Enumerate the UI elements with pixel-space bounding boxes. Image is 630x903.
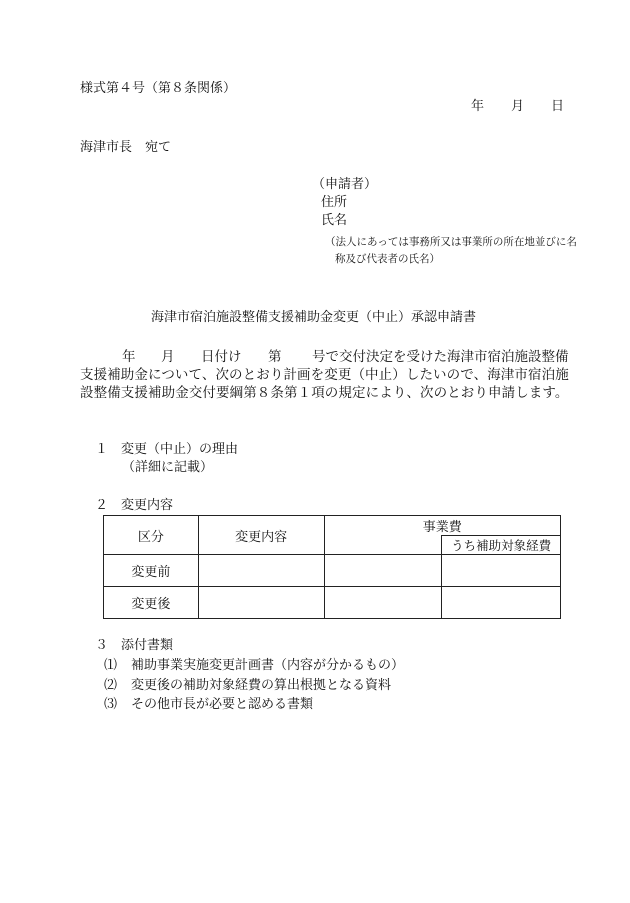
body-month: 月 <box>161 349 175 365</box>
addressee: 海津市長 宛て <box>80 140 172 155</box>
document-title: 海津市宿泊施設整備支援補助金変更（中止）承認申請書 <box>151 310 477 325</box>
applicant-note-line2: 称及び代表者の氏名） <box>335 253 440 265</box>
date-month-label: 月 <box>511 99 525 114</box>
table-row <box>104 587 561 619</box>
header-content: 変更内容 <box>198 516 324 555</box>
form-number: 様式第４号（第８条関係） <box>80 81 237 96</box>
body-year: 年 <box>122 349 136 365</box>
cell-subsidy-before <box>442 555 561 587</box>
body-line1-rest: 号で交付決定を受けた海津市宿泊施設整備 <box>312 349 569 365</box>
date-day-label: 日 <box>551 99 565 114</box>
attachment-1-number: ⑴ <box>104 658 118 673</box>
applicant-address-label: 住所 <box>321 195 348 210</box>
section3-heading: ３ 添付書類 <box>95 638 174 653</box>
header-category: 区分 <box>104 516 199 555</box>
table-row <box>104 555 561 587</box>
cell-subsidy-after <box>442 587 561 619</box>
cell-content-after <box>198 587 324 619</box>
row-label-after: 変更後 <box>104 587 199 619</box>
attachment-3-number: ⑶ <box>104 697 118 712</box>
body-day: 日付け <box>201 349 242 365</box>
header-cost-spacer <box>324 536 442 555</box>
body-line3: 設整備支援補助金交付要綱第８条第１項の規定により、次のとおり申請します。 <box>80 385 569 401</box>
section1-heading: １ 変更（中止）の理由 <box>95 442 239 457</box>
attachment-2-number: ⑵ <box>104 678 118 693</box>
header-subsidy: うち補助対象経費 <box>442 536 561 555</box>
attachment-3-text: その他市長が必要と認める書類 <box>131 697 314 712</box>
applicant-heading: （申請者） <box>312 177 378 192</box>
attachment-2-text: 変更後の補助対象経費の算出根拠となる資料 <box>131 678 392 693</box>
applicant-name-label: 氏名 <box>321 213 348 228</box>
date-year-label: 年 <box>471 99 485 114</box>
row-label-before: 変更前 <box>104 555 199 587</box>
attachment-1-text: 補助事業実施変更計画書（内容が分かるもの） <box>131 658 405 673</box>
cell-cost-before <box>324 555 442 587</box>
cell-content-before <box>198 555 324 587</box>
applicant-note-line1: （法人にあっては事務所又は事業所の所在地並びに名 <box>325 236 577 248</box>
body-number-prefix: 第 <box>268 349 282 365</box>
cell-cost-after <box>324 587 442 619</box>
body-line2: 支援補助金について、次のとおり計画を変更（中止）したいので、海津市宿泊施 <box>80 367 569 383</box>
section1-sub: （詳細に記載） <box>122 460 214 475</box>
change-table <box>103 515 561 619</box>
section2-heading: ２ 変更内容 <box>95 498 174 513</box>
header-cost: 事業費 <box>324 516 560 536</box>
